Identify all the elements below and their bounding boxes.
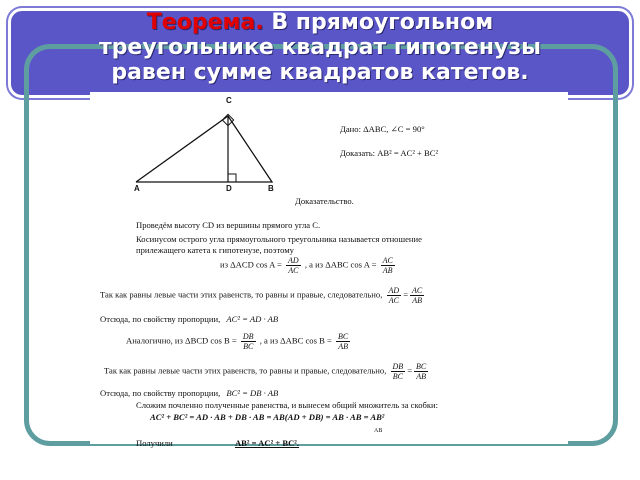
- prove-text: Доказать: AB² = AC² + BC²: [340, 148, 439, 158]
- proof-line-8: Так как равны левые части этих равенств, то равны и правые, следовательно, $\frac{DB}{BC}$ = $\frac{BC}{AB}$: [104, 362, 427, 381]
- proof-line-6: Отсюда, по свойству пропорции, AC² = AD · AB: [100, 314, 279, 324]
- underbrace-label: AB: [374, 428, 383, 434]
- proof-line-4: [220, 256, 397, 275]
- proof-line-3: прилежащего катета к гипотенузе, поэтому: [136, 245, 294, 255]
- fraction-db-bc: $\frac{DB}{BC}$: [242, 332, 254, 351]
- given-text: Дано: ΔАВС, ∠С = 90°: [340, 124, 425, 134]
- proof-line-12: [136, 438, 299, 448]
- vertex-d-label: D: [226, 184, 232, 193]
- result-label: Получили: [136, 438, 173, 448]
- title-accent: Теорема.: [146, 10, 264, 35]
- proof-line-5: Так как равны левые части этих равенств, то равны и правые, следовательно, $\frac{AD}{AC}$ = $\frac{AC}{AB}$: [100, 286, 423, 305]
- fraction-db-bc-2: $\frac{DB}{BC}$: [392, 362, 404, 381]
- proof-line-1: Проведём высоту CD из вершины прямого угла С.: [136, 220, 321, 230]
- vertex-c-label: C: [226, 96, 232, 105]
- triangle-outline: [136, 116, 272, 182]
- cos-a-acd: из ΔACD cos A =: [220, 259, 282, 270]
- fraction-bc-ab-2: $\frac{BC}{AB}$: [416, 362, 427, 381]
- result-equation: AB² = AC² + BC².: [234, 438, 300, 448]
- vertex-b-label: B: [268, 184, 274, 193]
- fraction-ad-ac-2: $\frac{AD}{AC}$: [388, 286, 400, 305]
- proof-sheet: [90, 92, 568, 448]
- equation-bc-squared: BC² = DB · AB: [226, 388, 279, 398]
- proof-line-7: Аналогично, из ΔBCD cos B = $\frac{DB}{BC}$ , а из ΔABC cos B = $\frac{BC}{AB}$: [126, 332, 349, 351]
- proof-line-2: Косинусом острого угла прямоугольного треугольника называется отношение: [136, 234, 422, 244]
- cos-a-abc: , а из ΔABC cos A =: [304, 259, 377, 270]
- fraction-ad-ac: $\frac{AD}{AC}$: [287, 256, 299, 275]
- vertex-a-label: A: [134, 184, 140, 193]
- proof-line-10: Сложим почленно полученные равенства, и вынесем общий множитель за скобки:: [136, 400, 439, 410]
- title-line-2: треугольнике квадрат гипотенузы: [98, 35, 542, 60]
- right-angle-mark-d: [228, 174, 236, 182]
- fraction-bc-ab: $\frac{BC}{AB}$: [337, 332, 349, 351]
- proof-line-11: AC² + BC² = AD · AB + DB · AB = AB(AD + DB) = AB · AB = AB²: [150, 412, 385, 422]
- slide-title: [0, 10, 640, 85]
- fraction-ac-ab-2: $\frac{AC}{AB}$: [412, 286, 423, 305]
- triangle-figure: [128, 96, 328, 196]
- title-line-3: равен сумме квадратов катетов.: [111, 60, 529, 85]
- equation-ac-squared: AC² = AD · AB: [226, 314, 279, 324]
- proof-line-9: Отсюда, по свойству пропорции, BC² = DB · AB: [100, 388, 279, 398]
- proof-heading: Доказательство.: [295, 196, 354, 206]
- title-line-1: В прямоугольном: [263, 10, 494, 35]
- fraction-ac-ab: $\frac{AC}{AB}$: [382, 256, 393, 275]
